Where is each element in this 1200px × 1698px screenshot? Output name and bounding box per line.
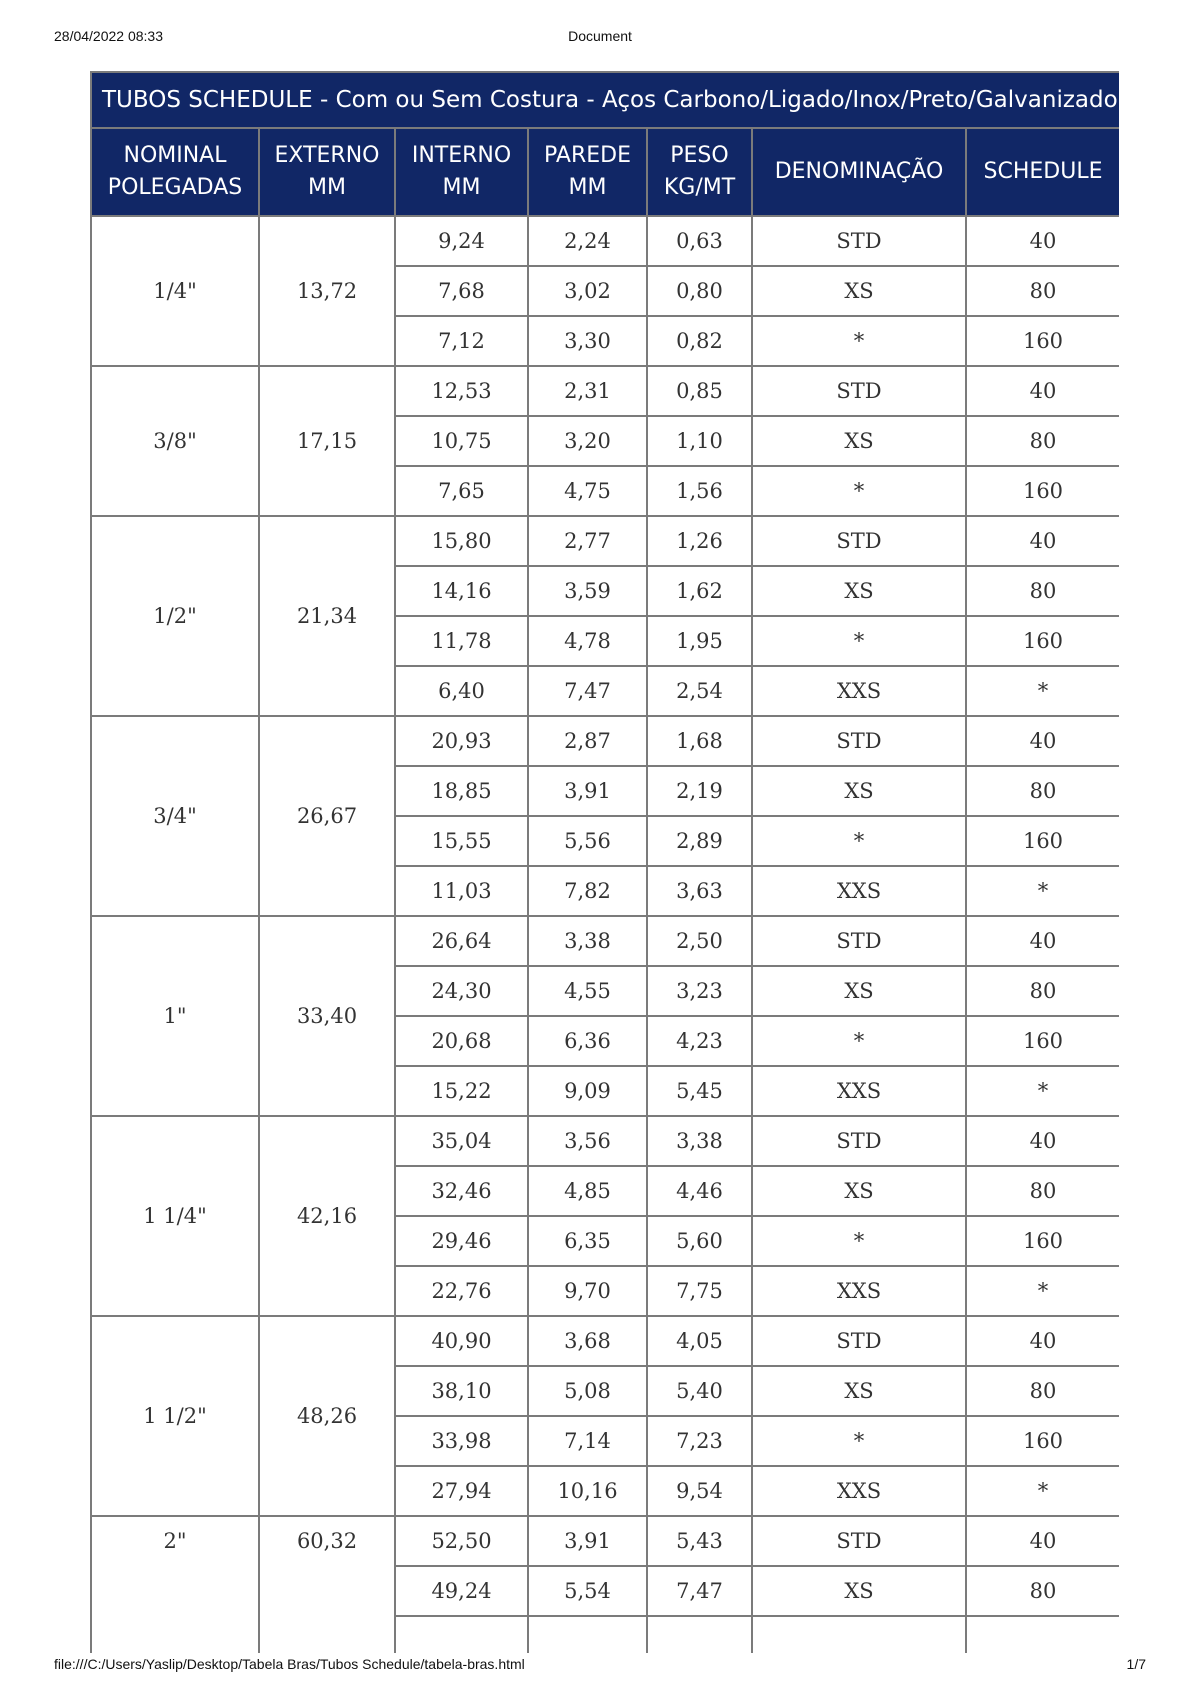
weight-cell: 2,50	[647, 916, 752, 966]
column-header-line: PESO	[670, 143, 729, 168]
designation-cell: XS	[752, 1366, 966, 1416]
internal-diameter-cell: 14,16	[395, 566, 528, 616]
internal-diameter-cell: 22,76	[395, 1266, 528, 1316]
internal-diameter-cell: 32,46	[395, 1166, 528, 1216]
designation-cell: STD	[752, 1316, 966, 1366]
table-row	[91, 1316, 1119, 1366]
column-header-line: DENOMINAÇÃO	[774, 159, 944, 184]
table-row	[91, 516, 1119, 566]
wall-thickness-cell: 2,31	[528, 366, 647, 416]
schedule-cell: *	[966, 1266, 1119, 1316]
nominal-size-cell: 2"	[91, 1516, 259, 1653]
internal-diameter-cell: 6,40	[395, 666, 528, 716]
wall-thickness-cell: 4,78	[528, 616, 647, 666]
column-header-line: KG/MT	[663, 175, 736, 200]
schedule-cell: 160	[966, 1216, 1119, 1266]
schedule-table	[90, 71, 1119, 1653]
print-date: 28/04/2022 08:33	[54, 28, 163, 44]
designation-cell: XS	[752, 1566, 966, 1616]
weight-cell: 7,47	[647, 1566, 752, 1616]
external-diameter-cell: 42,16	[259, 1116, 395, 1316]
schedule-table-container	[90, 71, 1119, 1653]
column-header	[966, 128, 1119, 216]
table-body	[91, 216, 1119, 1653]
column-header-line: MM	[442, 175, 481, 200]
designation-cell: *	[752, 1216, 966, 1266]
weight-cell: 2,54	[647, 666, 752, 716]
wall-thickness-cell: 3,20	[528, 416, 647, 466]
internal-diameter-cell: 11,03	[395, 866, 528, 916]
designation-cell	[752, 1616, 966, 1653]
external-diameter-cell: 33,40	[259, 916, 395, 1116]
header-row	[91, 128, 1119, 216]
column-header	[752, 128, 966, 216]
schedule-cell: 80	[966, 1366, 1119, 1416]
weight-cell: 4,46	[647, 1166, 752, 1216]
designation-cell: XS	[752, 766, 966, 816]
weight-cell: 5,45	[647, 1066, 752, 1116]
schedule-cell: 40	[966, 1516, 1119, 1566]
weight-cell: 1,62	[647, 566, 752, 616]
schedule-cell: 80	[966, 1566, 1119, 1616]
internal-diameter-cell: 20,68	[395, 1016, 528, 1066]
designation-cell: STD	[752, 366, 966, 416]
weight-cell: 2,19	[647, 766, 752, 816]
schedule-cell	[966, 1616, 1119, 1653]
internal-diameter-cell: 35,04	[395, 1116, 528, 1166]
weight-cell: 3,63	[647, 866, 752, 916]
weight-cell: 1,26	[647, 516, 752, 566]
external-diameter-cell: 60,32	[259, 1516, 395, 1653]
wall-thickness-cell: 4,55	[528, 966, 647, 1016]
weight-cell: 1,95	[647, 616, 752, 666]
wall-thickness-cell: 5,08	[528, 1366, 647, 1416]
wall-thickness-cell: 5,56	[528, 816, 647, 866]
internal-diameter-cell: 11,78	[395, 616, 528, 666]
column-header	[528, 128, 647, 216]
schedule-cell: 80	[966, 1166, 1119, 1216]
internal-diameter-cell: 7,12	[395, 316, 528, 366]
nominal-size-cell: 1/2"	[91, 516, 259, 716]
table-row	[91, 216, 1119, 266]
nominal-size-cell: 1"	[91, 916, 259, 1116]
schedule-cell: 40	[966, 1316, 1119, 1366]
internal-diameter-cell: 15,80	[395, 516, 528, 566]
column-header-line: EXTERNO	[274, 143, 380, 168]
weight-cell: 1,68	[647, 716, 752, 766]
designation-cell: *	[752, 616, 966, 666]
schedule-cell: 80	[966, 966, 1119, 1016]
weight-cell: 5,60	[647, 1216, 752, 1266]
internal-diameter-cell: 27,94	[395, 1466, 528, 1516]
wall-thickness-cell	[528, 1616, 647, 1653]
wall-thickness-cell: 2,24	[528, 216, 647, 266]
schedule-cell: 40	[966, 216, 1119, 266]
wall-thickness-cell: 4,85	[528, 1166, 647, 1216]
internal-diameter-cell: 10,75	[395, 416, 528, 466]
schedule-cell: 160	[966, 816, 1119, 866]
designation-cell: XXS	[752, 1066, 966, 1116]
designation-cell: *	[752, 1416, 966, 1466]
weight-cell: 9,54	[647, 1466, 752, 1516]
caption-row	[91, 72, 1119, 128]
external-diameter-cell: 13,72	[259, 216, 395, 366]
page-number: 1/7	[1126, 1656, 1146, 1672]
wall-thickness-cell: 7,14	[528, 1416, 647, 1466]
schedule-cell: 160	[966, 1416, 1119, 1466]
weight-cell: 0,63	[647, 216, 752, 266]
weight-cell: 2,89	[647, 816, 752, 866]
schedule-cell: 160	[966, 466, 1119, 516]
designation-cell: XS	[752, 266, 966, 316]
wall-thickness-cell: 4,75	[528, 466, 647, 516]
wall-thickness-cell: 7,47	[528, 666, 647, 716]
table-row	[91, 1116, 1119, 1166]
column-header	[259, 128, 395, 216]
schedule-cell: 40	[966, 366, 1119, 416]
column-header-line: PAREDE	[544, 143, 631, 168]
internal-diameter-cell: 24,30	[395, 966, 528, 1016]
weight-cell: 0,82	[647, 316, 752, 366]
table-row	[91, 1516, 1119, 1566]
designation-cell: XS	[752, 966, 966, 1016]
internal-diameter-cell: 7,65	[395, 466, 528, 516]
external-diameter-cell: 21,34	[259, 516, 395, 716]
table-caption: TUBOS SCHEDULE - Com ou Sem Costura - Aços Carbono/Ligado/Inox/Preto/Galvanizado	[91, 72, 1119, 128]
schedule-cell: *	[966, 866, 1119, 916]
wall-thickness-cell: 3,91	[528, 1516, 647, 1566]
designation-cell: *	[752, 466, 966, 516]
column-header-line: NOMINAL	[123, 143, 227, 168]
weight-cell: 4,23	[647, 1016, 752, 1066]
external-diameter-cell: 48,26	[259, 1316, 395, 1516]
wall-thickness-cell: 3,56	[528, 1116, 647, 1166]
designation-cell: XS	[752, 1166, 966, 1216]
column-header-line: MM	[568, 175, 607, 200]
schedule-cell: 160	[966, 316, 1119, 366]
wall-thickness-cell: 6,35	[528, 1216, 647, 1266]
weight-cell: 4,05	[647, 1316, 752, 1366]
internal-diameter-cell: 18,85	[395, 766, 528, 816]
weight-cell: 7,23	[647, 1416, 752, 1466]
weight-cell: 0,85	[647, 366, 752, 416]
internal-diameter-cell: 33,98	[395, 1416, 528, 1466]
schedule-cell: 40	[966, 716, 1119, 766]
schedule-cell: *	[966, 666, 1119, 716]
external-diameter-cell: 17,15	[259, 366, 395, 516]
column-header-line: SCHEDULE	[983, 159, 1103, 184]
weight-cell: 1,10	[647, 416, 752, 466]
schedule-cell: *	[966, 1066, 1119, 1116]
wall-thickness-cell: 3,91	[528, 766, 647, 816]
weight-cell: 3,23	[647, 966, 752, 1016]
internal-diameter-cell: 38,10	[395, 1366, 528, 1416]
column-header-line: INTERNO	[411, 143, 512, 168]
schedule-cell: 160	[966, 616, 1119, 666]
weight-cell: 7,75	[647, 1266, 752, 1316]
designation-cell: XXS	[752, 666, 966, 716]
internal-diameter-cell: 12,53	[395, 366, 528, 416]
wall-thickness-cell: 7,82	[528, 866, 647, 916]
designation-cell: STD	[752, 216, 966, 266]
internal-diameter-cell: 7,68	[395, 266, 528, 316]
wall-thickness-cell: 6,36	[528, 1016, 647, 1066]
designation-cell: XXS	[752, 1266, 966, 1316]
print-footer	[54, 1656, 1146, 1676]
internal-diameter-cell: 52,50	[395, 1516, 528, 1566]
table-row	[91, 916, 1119, 966]
designation-cell: XS	[752, 566, 966, 616]
wall-thickness-cell: 9,70	[528, 1266, 647, 1316]
designation-cell: *	[752, 316, 966, 366]
weight-cell: 5,43	[647, 1516, 752, 1566]
internal-diameter-cell: 15,55	[395, 816, 528, 866]
designation-cell: STD	[752, 716, 966, 766]
wall-thickness-cell: 2,77	[528, 516, 647, 566]
wall-thickness-cell: 10,16	[528, 1466, 647, 1516]
wall-thickness-cell: 3,68	[528, 1316, 647, 1366]
table-row	[91, 366, 1119, 416]
weight-cell: 3,38	[647, 1116, 752, 1166]
weight-cell: 0,80	[647, 266, 752, 316]
schedule-cell: 160	[966, 1016, 1119, 1066]
wall-thickness-cell: 3,38	[528, 916, 647, 966]
schedule-cell: 80	[966, 766, 1119, 816]
designation-cell: STD	[752, 1516, 966, 1566]
column-header-line: MM	[308, 175, 346, 200]
schedule-cell: 80	[966, 566, 1119, 616]
internal-diameter-cell: 40,90	[395, 1316, 528, 1366]
wall-thickness-cell: 5,54	[528, 1566, 647, 1616]
weight-cell: 1,56	[647, 466, 752, 516]
print-header	[54, 28, 1146, 48]
designation-cell: *	[752, 1016, 966, 1066]
nominal-size-cell: 3/4"	[91, 716, 259, 916]
column-header-line: POLEGADAS	[107, 175, 243, 200]
column-header	[395, 128, 528, 216]
schedule-cell: *	[966, 1466, 1119, 1516]
schedule-cell: 80	[966, 266, 1119, 316]
internal-diameter-cell: 9,24	[395, 216, 528, 266]
nominal-size-cell: 1/4"	[91, 216, 259, 366]
column-header	[647, 128, 752, 216]
internal-diameter-cell: 26,64	[395, 916, 528, 966]
wall-thickness-cell: 3,02	[528, 266, 647, 316]
schedule-cell: 40	[966, 1116, 1119, 1166]
nominal-size-cell: 3/8"	[91, 366, 259, 516]
external-diameter-cell: 26,67	[259, 716, 395, 916]
wall-thickness-cell: 2,87	[528, 716, 647, 766]
designation-cell: STD	[752, 516, 966, 566]
internal-diameter-cell: 49,24	[395, 1566, 528, 1616]
nominal-size-cell: 1 1/2"	[91, 1316, 259, 1516]
designation-cell: XXS	[752, 866, 966, 916]
designation-cell: *	[752, 816, 966, 866]
schedule-cell: 40	[966, 916, 1119, 966]
nominal-size-cell: 1 1/4"	[91, 1116, 259, 1316]
designation-cell: XXS	[752, 1466, 966, 1516]
designation-cell: STD	[752, 916, 966, 966]
file-url: file:///C:/Users/Yaslip/Desktop/Tabela Bras/Tubos Schedule/tabela-bras.html	[54, 1656, 525, 1672]
schedule-cell: 80	[966, 416, 1119, 466]
internal-diameter-cell: 29,46	[395, 1216, 528, 1266]
wall-thickness-cell: 9,09	[528, 1066, 647, 1116]
weight-cell	[647, 1616, 752, 1653]
wall-thickness-cell: 3,59	[528, 566, 647, 616]
wall-thickness-cell: 3,30	[528, 316, 647, 366]
internal-diameter-cell: 20,93	[395, 716, 528, 766]
print-title: Document	[568, 28, 632, 44]
table-row	[91, 716, 1119, 766]
schedule-cell: 40	[966, 516, 1119, 566]
internal-diameter-cell	[395, 1616, 528, 1653]
internal-diameter-cell: 15,22	[395, 1066, 528, 1116]
designation-cell: STD	[752, 1116, 966, 1166]
column-header	[91, 128, 259, 216]
designation-cell: XS	[752, 416, 966, 466]
weight-cell: 5,40	[647, 1366, 752, 1416]
